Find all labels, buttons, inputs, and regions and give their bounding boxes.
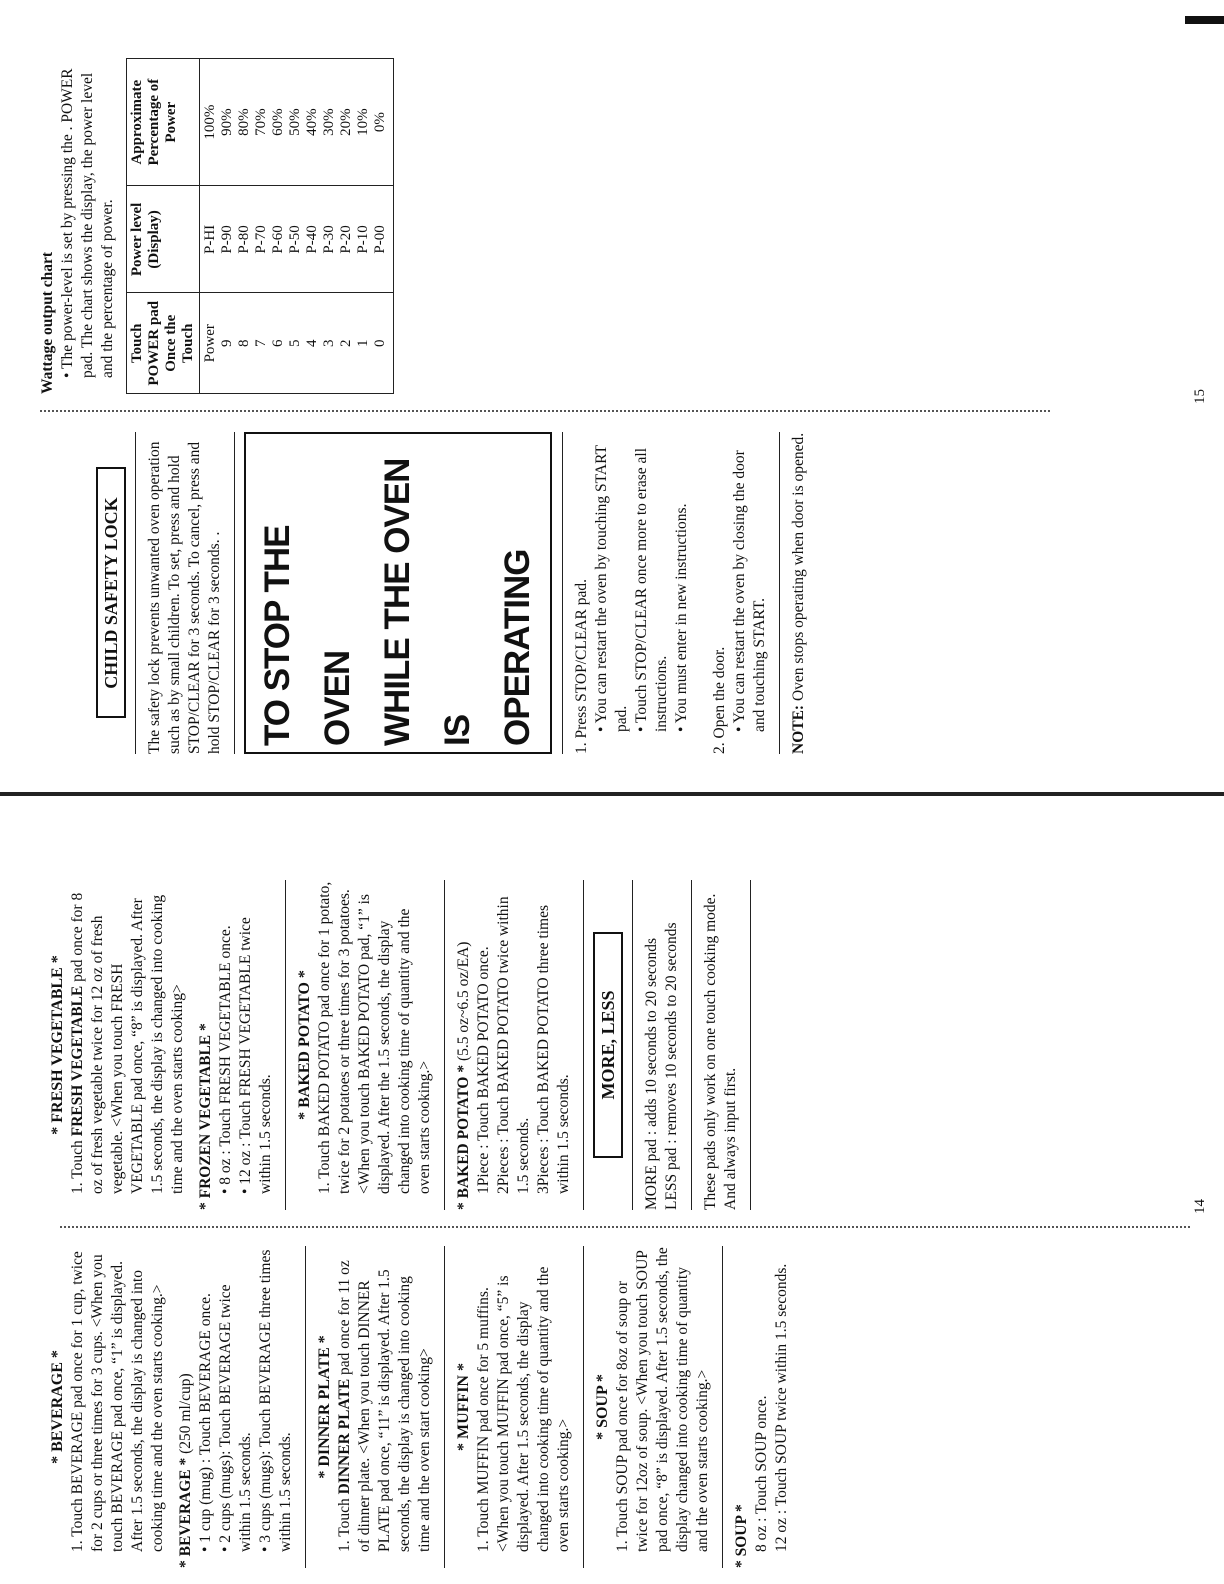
- frozen-vegetable-item: • 8 oz : Touch FRESH VEGETABLE once.: [217, 925, 234, 1194]
- baked-potato-sub-note: (5.5 oz~6.5 oz/EA): [455, 941, 472, 1061]
- stop-box-line: TO STOP THE OVEN: [258, 525, 357, 746]
- divider: [632, 880, 633, 1210]
- table-cell: 20%: [338, 108, 354, 136]
- table-cell: P-80: [236, 225, 252, 254]
- beverage-item: • 3 cups (mugs): Touch BEVERAGE three times within 1.5 seconds.: [257, 1249, 294, 1552]
- table-cell: P-90: [219, 225, 235, 254]
- page-number-14: 14: [1192, 1199, 1208, 1214]
- stop-box-line: WHILE THE OVEN IS: [378, 458, 477, 746]
- table-cell: 60%: [270, 108, 286, 136]
- table-cell: 7: [253, 339, 269, 347]
- beverage-sub-title: * BEVERAGE *: [177, 1457, 194, 1568]
- table-cell: P-60: [270, 225, 286, 254]
- table-cell: P-20: [338, 225, 354, 254]
- divider: [444, 1246, 445, 1568]
- muffin-title: * MUFFIN *: [455, 1363, 472, 1451]
- table-cell: Power: [202, 324, 218, 363]
- divider: [779, 432, 780, 754]
- stop-note: [789, 432, 809, 754]
- table-cell: 5: [287, 339, 303, 347]
- table-cell: 50%: [287, 108, 303, 136]
- dinner-plate-title: * DINNER PLATE *: [316, 1335, 333, 1479]
- column-separator: [60, 1226, 1190, 1228]
- soup-item: 12 oz : Touch SOUP twice within 1.5 seconds.: [773, 1263, 790, 1552]
- left-column-2: [48, 880, 760, 1210]
- fresh-vegetable-bold-word: FRESH VEGETABLE: [69, 985, 86, 1137]
- soup-sub-title: * SOUP *: [733, 1504, 750, 1568]
- wattage-heading: [38, 48, 58, 394]
- fresh-vegetable-text: [68, 880, 188, 1210]
- stop-step-1-bullet: • You can restart the oven by touching START pad.: [593, 445, 630, 732]
- table-cell: 90%: [219, 108, 235, 136]
- muffin-text: 1. Touch MUFFIN pad once for 5 muffins. <When you touch MUFFIN pad once, “5” is displayed. After 1.5 seconds, the display changed into cooking time of quantity and the oven starts cooking.>: [475, 1266, 572, 1552]
- wattage-title: Wattage output chart: [39, 251, 56, 394]
- divider: [583, 880, 584, 1210]
- soup-item: 8 oz : Touch SOUP once.: [753, 1395, 770, 1552]
- wattage-header-cell: Touch POWER pad Once the Touch: [127, 293, 200, 394]
- baked-potato-text: 1. Touch BAKED POTATO pad once for 1 potato, twice for 2 potatoes or three times for 3 potatoes. <When you touch BAKED POTATO pad, “1” is displayed. After the 1.5 seconds, the display changed into cooking time of quantity and the oven starts cooking.>: [316, 881, 433, 1194]
- divider: [562, 432, 563, 754]
- frozen-vegetable-title: * FROZEN VEGETABLE *: [197, 1023, 214, 1210]
- wattage-header-cell: Power level (Display): [127, 186, 200, 293]
- stop-box-line: OPERATING: [498, 549, 537, 746]
- table-cell: P-70: [253, 225, 269, 254]
- beverage-sub-note: (250 ml/cup): [177, 1373, 194, 1454]
- dinner-plate-text: [335, 1246, 435, 1568]
- binding-fold-line: [0, 792, 1224, 796]
- wattage-table: [126, 58, 394, 394]
- divider: [305, 1246, 306, 1568]
- wattage-table-header: [127, 59, 200, 394]
- page-number-15: 15: [1192, 389, 1208, 404]
- dinner-plate-bold-word: DINNER PLATE: [336, 1378, 353, 1495]
- fresh-vegetable-title: * FRESH VEGETABLE *: [49, 955, 66, 1135]
- child-lock-text: The safety lock prevents unwanted oven operation such as by small children. To set, press and hold STOP/CLEAR for 3 seconds. To cancel, press and hold STOP/CLEAR for 3 seconds. .: [146, 441, 223, 754]
- table-cell: 3: [321, 339, 337, 347]
- more-less-note: These pads only work on one touch cooking mode. And always input first.: [702, 893, 739, 1210]
- baked-potato-sub-heading: [454, 880, 474, 1210]
- beverage-item: • 1 cup (mug) : Touch BEVERAGE once.: [197, 1293, 214, 1552]
- scan-artifact: [1185, 16, 1224, 24]
- table-cell: 1: [355, 339, 371, 347]
- dinner-plate-text-suffix: pad once for 11 oz of dinner plate. <When you touch DINNER PLATE pad once, “11” is displayed. After 1.5 seconds, the display is changed into cooking time and the oven start cooking>: [336, 1260, 433, 1552]
- stop-step-2: 2. Open the door.: [711, 646, 728, 754]
- more-less-title: MORE, LESS: [593, 932, 623, 1158]
- table-cell: 8: [236, 339, 252, 347]
- stop-step-1: 1. Press STOP/CLEAR pad.: [573, 579, 590, 754]
- right-column-2: [38, 48, 394, 394]
- baked-potato-sub-title: * BAKED POTATO *: [455, 1064, 472, 1210]
- percentage-column: [200, 59, 394, 186]
- wattage-text: • The power-level is set by pressing the . POWER pad. The chart shows the display, the power level and the percentage of power.: [59, 68, 116, 378]
- table-cell: 9: [219, 339, 235, 347]
- stop-oven-box: [244, 432, 552, 754]
- table-cell: 0%: [372, 112, 388, 133]
- beverage-item: • 2 cups (mugs): Touch BEVERAGE twice within 1.5 seconds.: [217, 1284, 254, 1552]
- fresh-vegetable-text-suffix: pad once for 8 oz of fresh vegetable twice for 12 oz of fresh vegetable. <When you touch FRESH VEGETABLE pad once, “8” is displayed. After 1.5 seconds, the display is changed into cooking time and the oven starts cooking>: [69, 892, 186, 1194]
- left-column-1: [48, 1246, 792, 1568]
- touch-column: [200, 293, 394, 394]
- frozen-vegetable-heading: [196, 880, 216, 1210]
- divider: [722, 1246, 723, 1568]
- table-cell: 100%: [202, 104, 218, 140]
- more-less-line: LESS pad : removes 10 seconds to 20 seconds: [663, 922, 680, 1210]
- frozen-vegetable-item: • 12 oz : Touch FRESH VEGETABLE twice within 1.5 seconds.: [237, 917, 274, 1194]
- table-cell: 80%: [236, 108, 252, 136]
- soup-title: * SOUP *: [594, 1374, 611, 1440]
- baked-potato-item: 3Pieces : Touch BAKED POTATO three times within 1.5 seconds.: [535, 905, 572, 1194]
- stop-step-1-bullet: • You must enter in new instructions.: [673, 503, 690, 732]
- table-cell: 40%: [304, 108, 320, 136]
- table-cell: P-40: [304, 225, 320, 254]
- divider: [444, 880, 445, 1210]
- table-cell: 6: [270, 339, 286, 347]
- table-cell: P-30: [321, 225, 337, 254]
- dinner-plate-text-prefix: 1. Touch: [336, 1494, 353, 1552]
- beverage-sub-heading: [176, 1246, 196, 1568]
- stop-step-1-bullet: • Touch STOP/CLEAR once more to erase all instructions.: [633, 447, 670, 732]
- beverage-title: * BEVERAGE *: [49, 1350, 66, 1464]
- table-cell: P-00: [372, 225, 388, 254]
- stop-step-2-bullet: • You can restart the oven by closing the door and touching START.: [731, 450, 768, 732]
- table-cell: 0: [372, 339, 388, 347]
- divider: [583, 1246, 584, 1568]
- fresh-vegetable-text-prefix: 1. Touch: [69, 1136, 86, 1194]
- beverage-text: 1. Touch BEVERAGE pad once for 1 cup, twice for 2 cups or three times for 3 cups. <When you touch BEVERAGE pad once, “1” is displayed. After 1.5 seconds, the display is changed into cooking time and the oven starts cooking.>: [69, 1251, 166, 1552]
- wattage-header-cell: Approximate Percentage of Power: [127, 59, 200, 186]
- table-cell: 10%: [355, 108, 371, 136]
- stop-note-label: NOTE:: [790, 704, 807, 754]
- divider: [135, 432, 136, 754]
- baked-potato-title: * BAKED POTATO *: [296, 970, 313, 1120]
- table-cell: P-10: [355, 225, 371, 254]
- table-cell: P-HI: [202, 224, 218, 254]
- table-cell: 4: [304, 339, 320, 347]
- more-less-line: MORE pad : adds 10 seconds to 20 seconds: [643, 937, 660, 1210]
- wattage-table-body: [200, 59, 394, 394]
- divider: [691, 880, 692, 1210]
- table-cell: 2: [338, 339, 354, 347]
- baked-potato-item: 1Piece : Touch BAKED POTATO once.: [475, 946, 492, 1194]
- soup-text: 1. Touch SOUP pad once for 8oz of soup or twice for 12oz of soup. <When you touch SOUP pad once, “8” is displayed. After 1.5 seconds, the display changed into cooking time of quantity and the oven starts cooking.>: [614, 1247, 711, 1552]
- divider: [750, 880, 751, 1210]
- display-column: [200, 186, 394, 293]
- table-cell: 30%: [321, 108, 337, 136]
- soup-sub-heading: [732, 1246, 752, 1568]
- divider: [234, 432, 235, 754]
- stop-note-text: Oven stops operating when door is opened.: [790, 432, 807, 705]
- column-separator: [40, 410, 1050, 412]
- right-column-1: [96, 432, 809, 754]
- divider: [285, 880, 286, 1210]
- child-lock-title: CHILD SAFETY LOCK: [96, 468, 126, 719]
- baked-potato-item: 2Pieces : Touch BAKED POTATO twice within 1.5 seconds.: [495, 896, 532, 1194]
- table-cell: P-50: [287, 225, 303, 254]
- table-cell: 70%: [253, 108, 269, 136]
